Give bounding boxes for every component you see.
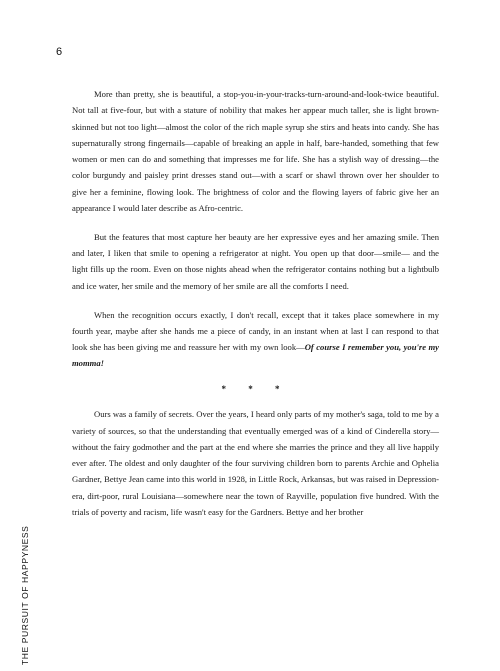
paragraph-1: More than pretty, she is beautiful, a stop-you-in-your-tracks-turn-around-and-look-twice beautiful. Not tall at five-four, but with a stature of nobility that makes her appear much taller, she is light brown-skinned but not too light—almost the color of the rich maple syrup she stirs and heats into candy. She has supernaturally strong fingernails—capable of breaking an apple in half, bare-handed, something that few women or men can do and something that impresses me for life. She has a stylish way of dressing—the color burgundy and paisley print dresses stand out—with a scarf or shawl thrown over her shoulder to give her a feminine, flowing look. The brightness of color and the flowing layers of fabric give her an appearance I would later describe as Afro-centric.	[72, 89, 439, 214]
running-title: THE PURSUIT OF HAPPYNESS	[20, 525, 30, 665]
page-number: 6	[56, 46, 63, 58]
paragraph-3	[72, 307, 439, 372]
paragraph-3-emphasis: Of course I remember you, you're my momma!	[72, 342, 439, 369]
section-separator: * * *	[221, 384, 290, 395]
paragraph-4: Ours was a family of secrets. Over the years, I heard only parts of my mother's saga, told to me by a variety of sources, so that the understanding that eventually emerged was of a kind of Cinderella story—without the fairy godmother and the part at the end where she marries the prince and they all live happily ever after. The oldest and only daughter of the four surviving children born to parents Archie and Ophelia Gardner, Bettye Jean came into this world in 1928, in Little Rock, Arkansas, but was raised in Depression-era, dirt-poor, rural Louisiana—somewhere near the town of Rayville, population five hundred. With the trials of poverty and racism, life wasn't easy for the Gardners. Bettye and her brother	[72, 409, 439, 518]
paragraph-3-text: When the recognition occurs exactly, I don't recall, except that it takes place somewhere in my fourth year, maybe after she hands me a piece of candy, in an instant when at last I can respond to that look she has been giving me and reassure her with my own look—	[72, 309, 439, 353]
paragraph-2: But the features that most capture her beauty are her expressive eyes and her amazing smile. Then and later, I liken that smile to opening a refrigerator at night. You open up that door—smile— and the light fills up the room. Even on those nights ahead when the refrigerator contains nothing but a lightbulb and ice water, her smile and the memory of her smile are all the comforts I need.	[72, 231, 439, 291]
text-body	[72, 86, 439, 533]
